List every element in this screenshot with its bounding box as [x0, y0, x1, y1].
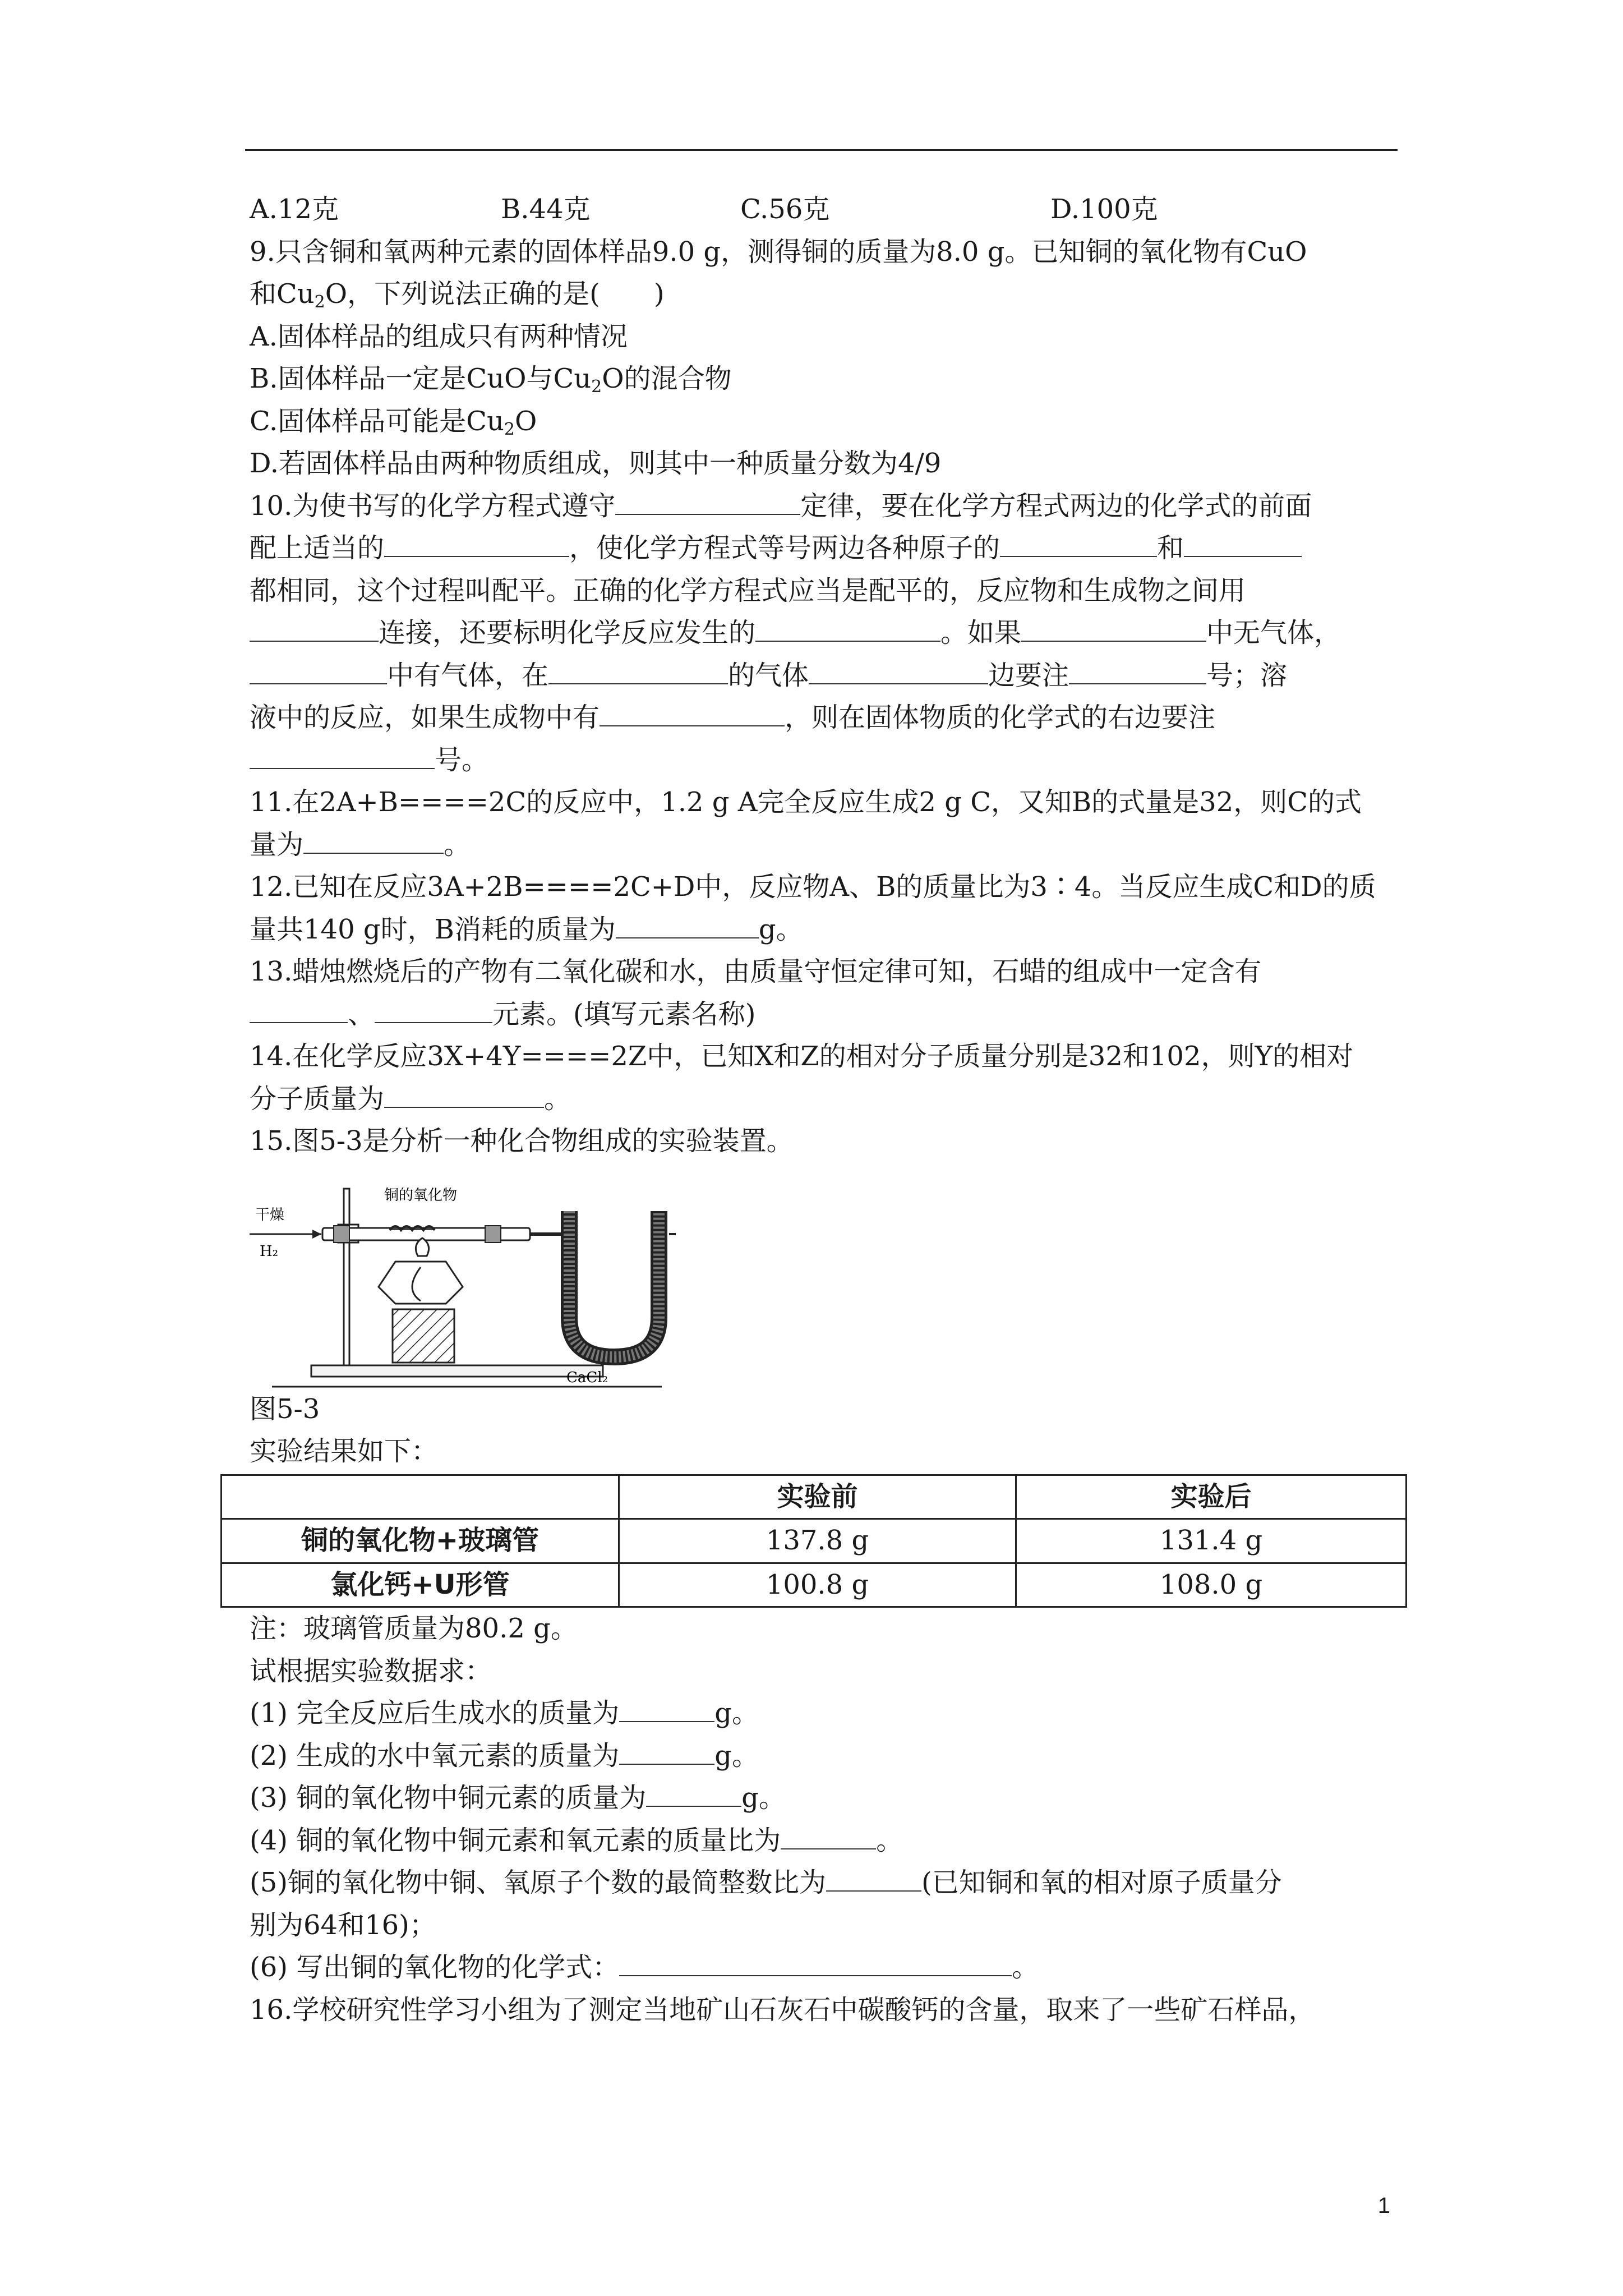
q10-line-3: 都相同，这个过程叫配平。正确的化学方程式应当是配平的，反应物和生成物之间用	[250, 574, 1246, 606]
q15-sub-6: (6) 写出铜的氧化物的化学式： 。	[250, 1947, 1402, 1989]
q8-option-a: A.12克	[250, 194, 339, 225]
label-cacl2: CaCl₂	[566, 1369, 608, 1386]
answer-blank[interactable]	[375, 995, 492, 1023]
answer-blank[interactable]	[1021, 614, 1206, 642]
q10-line-1: 10.为使书写的化学方程式遵守 定律，要在化学方程式两边的化学式的前面	[250, 485, 1402, 528]
q14-line-1: 14.在化学反应3X+4Y====2Z中，已知X和Z的相对分子质量分别是32和102，则Y的相对	[250, 1041, 1354, 1072]
cell-before: 137.8 g	[619, 1519, 1016, 1563]
row-label: 铜的氧化物+玻璃管	[222, 1519, 619, 1563]
answer-blank[interactable]	[1069, 656, 1206, 684]
q9-option-b: B.固体样品一定是CuO与$Cu_2O$的混合物	[250, 363, 732, 397]
table-header-cell	[222, 1475, 619, 1519]
cell-after: 108.0 g	[1016, 1563, 1407, 1607]
label-dry: 干燥	[255, 1206, 285, 1223]
answer-blank[interactable]	[646, 1779, 741, 1807]
q14-line-2: 分子质量为 。	[250, 1078, 1402, 1121]
q9-option-a: A.固体样品的组成只有两种情况	[250, 320, 628, 352]
row-label: 氯化钙+U形管	[222, 1563, 619, 1607]
q15-sub-2: (2) 生成的水中氧元素的质量为 g。	[250, 1735, 1402, 1778]
q10-line-4: 连接，还要标明化学反应发生的 。如果 中无气体，	[250, 612, 1402, 655]
support-block	[393, 1309, 454, 1363]
table-row	[222, 1563, 1407, 1607]
q11-line-2: 量为 。	[250, 824, 1402, 867]
results-intro: 实验结果如下：	[250, 1435, 439, 1467]
answer-blank[interactable]	[250, 656, 387, 684]
q15-sub-1: (1) 完全反应后生成水的质量为 g。	[250, 1692, 1402, 1735]
stand-pole	[344, 1189, 349, 1365]
answer-blank[interactable]	[303, 826, 444, 854]
answer-blank[interactable]	[600, 698, 785, 726]
q9-option-d: D.若固体样品由两种物质组成，则其中一种质量分数为4/9	[250, 448, 942, 479]
apparatus-figure	[250, 1166, 1402, 1388]
answer-blank[interactable]	[548, 656, 728, 684]
answer-blank[interactable]	[615, 487, 800, 515]
answer-blank[interactable]	[616, 910, 759, 938]
q8-option-b: B.44克	[501, 194, 591, 225]
q8-option-d: D.100克	[1050, 194, 1158, 225]
q10-line-5: 中有气体，在 的气体 边要注 号；溶	[250, 655, 1402, 697]
q15-sub-5: (5)铜的氧化物中铜、氧原子个数的最简整数比为 (已知铜和氧的相对原子质量分	[250, 1862, 1402, 1904]
table-row	[222, 1519, 1407, 1563]
table-header-cell: 实验前	[619, 1475, 1016, 1519]
q15-stem: 15.图5-3是分析一种化合物组成的实验装置。	[250, 1125, 794, 1157]
table-header-cell: 实验后	[1016, 1475, 1407, 1519]
label-copper-oxide: 铜的氧化物	[384, 1186, 458, 1204]
answer-blank[interactable]	[384, 1080, 544, 1108]
table-header-row	[222, 1475, 1407, 1519]
answer-blank[interactable]	[826, 1864, 921, 1892]
cell-after: 131.4 g	[1016, 1519, 1407, 1563]
answer-blank[interactable]	[619, 1737, 714, 1765]
q12-line-1: 12.已知在反应3A+2B====2C+D中，反应物A、B的质量比为3∶4。当反应生成C和D的质	[250, 871, 1376, 903]
answer-blank[interactable]	[755, 614, 940, 642]
q10-line-6: 液中的反应，如果生成物中有 ，则在固体物质的化学式的右边要注	[250, 697, 1402, 739]
q12-line-2: 量共140 g时，B消耗的质量为 g。	[250, 909, 1402, 951]
cell-before: 100.8 g	[619, 1563, 1016, 1607]
answer-blank[interactable]	[809, 656, 988, 684]
stand-base	[311, 1365, 603, 1377]
q15-ask: 试根据实验数据求：	[250, 1655, 492, 1687]
figure-caption: 图5-3	[250, 1393, 320, 1425]
q8-options	[250, 188, 1402, 231]
q15-sub-5-cont: 别为64和16)；	[250, 1909, 436, 1941]
results-table	[220, 1474, 1407, 1608]
answer-blank[interactable]	[1184, 529, 1302, 557]
q10-line-7: 号。	[250, 739, 1402, 782]
answer-blank[interactable]	[250, 741, 435, 769]
table-note: 注：玻璃管质量为80.2 g。	[250, 1613, 578, 1644]
answer-blank[interactable]	[384, 529, 569, 557]
page-number: 1	[1377, 2193, 1390, 2218]
answer-blank[interactable]	[781, 1821, 876, 1849]
answer-blank[interactable]	[1000, 529, 1157, 557]
q8-option-c: C.56克	[740, 194, 830, 225]
q13-line-1: 13.蜡烛燃烧后的产物有二氧化碳和水，由质量守恒定律可知，石蜡的组成中一定含有	[250, 956, 1262, 987]
answer-blank[interactable]	[250, 614, 379, 642]
header-rule	[245, 149, 1398, 151]
q13-line-2: 、 元素。(填写元素名称)	[250, 993, 1402, 1036]
document-body	[250, 188, 1402, 2031]
answer-blank[interactable]	[619, 1948, 1012, 1976]
q9-option-c: C.固体样品可能是$Cu_2O$	[250, 405, 537, 439]
q9-stem: 9.只含铜和氧两种元素的固体样品9.0 g，测得铜的质量为8.0 g。已知铜的氧化物有CuO	[250, 236, 1307, 268]
q9-stem-2: 和$Cu_2O$，下列说法正确的是( )	[250, 278, 665, 312]
u-tube	[569, 1211, 659, 1357]
q11-line-1: 11.在2A+B====2C的反应中，1.2 g A完全反应生成2 g C，又知B的式量是32，则C的式	[250, 786, 1362, 818]
label-h2: H₂	[260, 1243, 279, 1260]
q10-line-2: 配上适当的 ，使化学方程式等号两边各种原子的 和	[250, 527, 1402, 570]
q16-line-1: 16.学校研究性学习小组为了测定当地矿山石灰石中碳酸钙的含量，取来了一些矿石样品，	[250, 1994, 1316, 2026]
answer-blank[interactable]	[250, 995, 348, 1023]
q15-sub-3: (3) 铜的氧化物中铜元素的质量为 g。	[250, 1777, 1402, 1820]
answer-blank[interactable]	[619, 1694, 714, 1722]
q15-sub-4: (4) 铜的氧化物中铜元素和氧元素的质量比为 。	[250, 1820, 1402, 1862]
apparatus-diagram	[250, 1166, 676, 1388]
